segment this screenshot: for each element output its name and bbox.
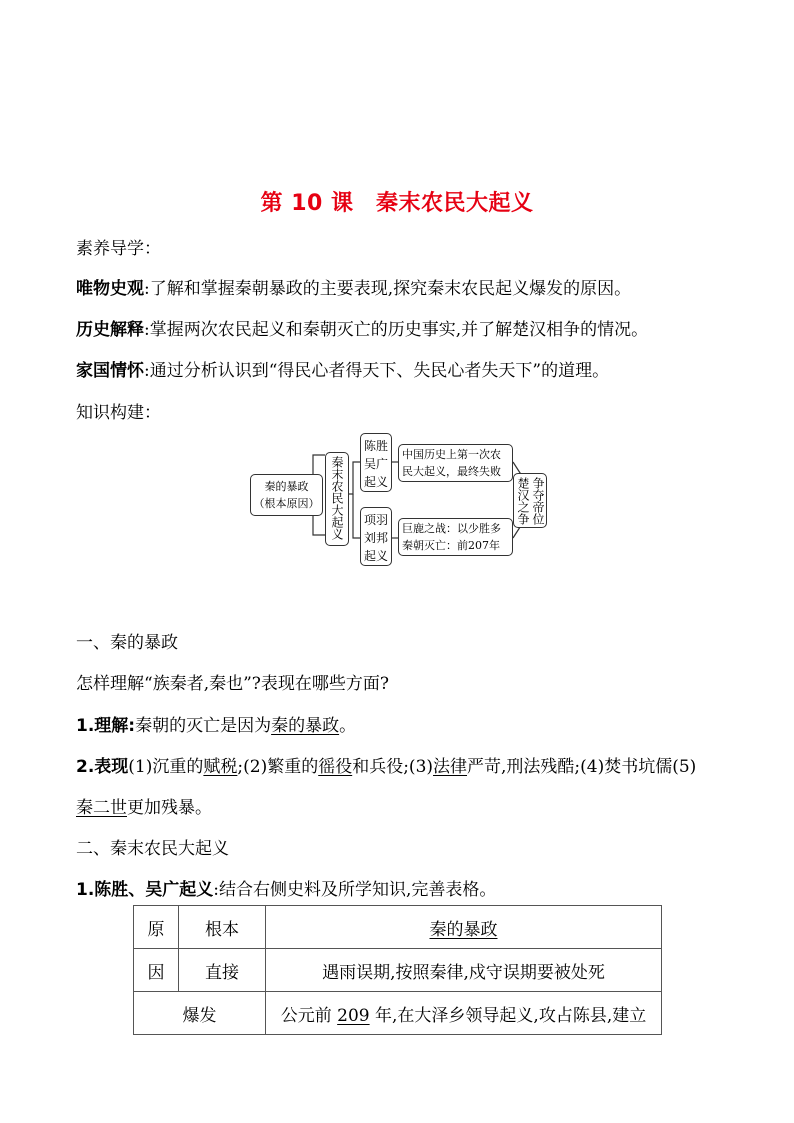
- point2-text-b: ;(2)繁重的: [237, 757, 319, 777]
- outbreak-text-b: 年,在大泽乡领导起义,攻占陈县,建立: [369, 1005, 647, 1026]
- root-value-text: 秦的暴政: [429, 919, 498, 940]
- connector-note1: [513, 462, 531, 490]
- connector-mid-top: [349, 462, 360, 494]
- outbreak-year: 209: [337, 1005, 370, 1026]
- final-label: 争夺帝位楚汉之争: [516, 477, 545, 525]
- section1-heading: 一、秦的暴政: [76, 633, 178, 653]
- middle-label: 秦末农民大起义: [330, 456, 344, 540]
- section2-point1-head: 1.陈胜、吴广起义: [76, 880, 214, 900]
- branch2-label: 项羽刘邦起义: [363, 513, 388, 563]
- section2-point1: [76, 875, 496, 900]
- note2-line1: 巨鹿之战：以少胜多: [402, 522, 501, 535]
- note2-line2: 秦朝灭亡：前207年: [402, 539, 500, 552]
- table-row: [134, 992, 662, 1035]
- connector-root-top: [313, 455, 325, 494]
- page-title: 第 10 课 秦末农民大起义: [260, 191, 534, 216]
- intro-item-2: [76, 315, 648, 340]
- point2-text-d: 严苛,刑法残酷;(4)焚书坑儒(5): [467, 757, 697, 777]
- note1-line1: 中国历史上第一次农: [402, 448, 501, 461]
- point2-answer-2: 徭役: [318, 757, 353, 777]
- outbreak-text-a: 公元前: [280, 1005, 338, 1026]
- middle-box: [325, 452, 349, 546]
- table-row: [134, 906, 662, 949]
- point1-text: 秦朝的灭亡是因为: [135, 716, 272, 736]
- intro-item-text: :掌握两次农民起义和秦朝灭亡的历史事实,并了解楚汉相争的情况。: [144, 320, 649, 340]
- point1-answer: 秦的暴政: [271, 716, 340, 736]
- point2-answer-3: 法律: [433, 757, 468, 777]
- table-cell-outbreak-label: 爆发: [134, 992, 266, 1035]
- point2-head: 2.表现: [76, 757, 129, 777]
- intro-item-head: 唯物史观: [76, 279, 144, 299]
- intro-item-head: 历史解释: [76, 320, 144, 340]
- point1-head: 1.理解:: [76, 716, 136, 736]
- intro-label: 素养导学：: [76, 239, 161, 259]
- table-cell-root-label: 根本: [179, 906, 266, 949]
- intro-item-3: [76, 356, 609, 381]
- intro-item-1: [76, 274, 631, 299]
- point2-answer-4: 秦二世: [76, 798, 127, 818]
- section2-point1-text: :结合右侧史料及所学知识,完善表格。: [213, 880, 497, 900]
- table-cell-direct-value: 遇雨误期,按照秦律,戍守误期要被处死: [266, 949, 662, 992]
- branch1-label: 陈胜吴广起义: [363, 439, 388, 489]
- intro-item-text: :了解和掌握秦朝暴政的主要表现,探究秦末农民起义爆发的原因。: [144, 279, 632, 299]
- branch2-box: [360, 507, 392, 566]
- table-cell-cause-1: 原: [134, 906, 179, 949]
- intro-item-text: :通过分析认识到“得民心者得天下、失民心者失天下”的道理。: [144, 361, 610, 381]
- point2-text-e: 更加残暴。: [127, 798, 212, 818]
- section1-point1: [76, 711, 356, 736]
- note1-line2: 民大起义，最终失败: [402, 465, 501, 478]
- intro-item-head: 家国情怀: [76, 361, 144, 381]
- connector-mid-bottom: [353, 494, 360, 538]
- uprising-table: [133, 905, 662, 1035]
- section1-question: 怎样理解“族秦者,秦也”?表现在哪些方面?: [76, 674, 390, 694]
- root-cause-line1: 秦的暴政: [264, 480, 309, 493]
- structure-label: 知识构建：: [76, 403, 161, 423]
- table-cell-cause-2: 因: [134, 949, 179, 992]
- point2-text-a: (1)沉重的: [128, 757, 204, 777]
- table-cell-outbreak-value: [266, 992, 662, 1035]
- table-cell-root-value: [266, 906, 662, 949]
- root-cause-line2: （根本原因）: [253, 497, 320, 510]
- note2-box: [398, 518, 513, 556]
- point1-end: 。: [339, 716, 357, 736]
- final-box: [513, 473, 547, 528]
- section1-point2: [76, 752, 696, 777]
- connector-note2: [513, 510, 531, 538]
- note1-box: [398, 444, 513, 482]
- point2-text-c: 和兵役;(3): [352, 757, 434, 777]
- section2-heading: 二、秦末农民大起义: [76, 839, 229, 859]
- connector-root-bottom: [313, 494, 325, 535]
- root-cause-box: [250, 474, 323, 516]
- table-cell-direct-label: 直接: [179, 949, 266, 992]
- point2-answer-1: 赋税: [203, 757, 238, 777]
- branch1-box: [360, 433, 392, 492]
- section1-point2-cont: [76, 793, 212, 818]
- table-row: [134, 949, 662, 992]
